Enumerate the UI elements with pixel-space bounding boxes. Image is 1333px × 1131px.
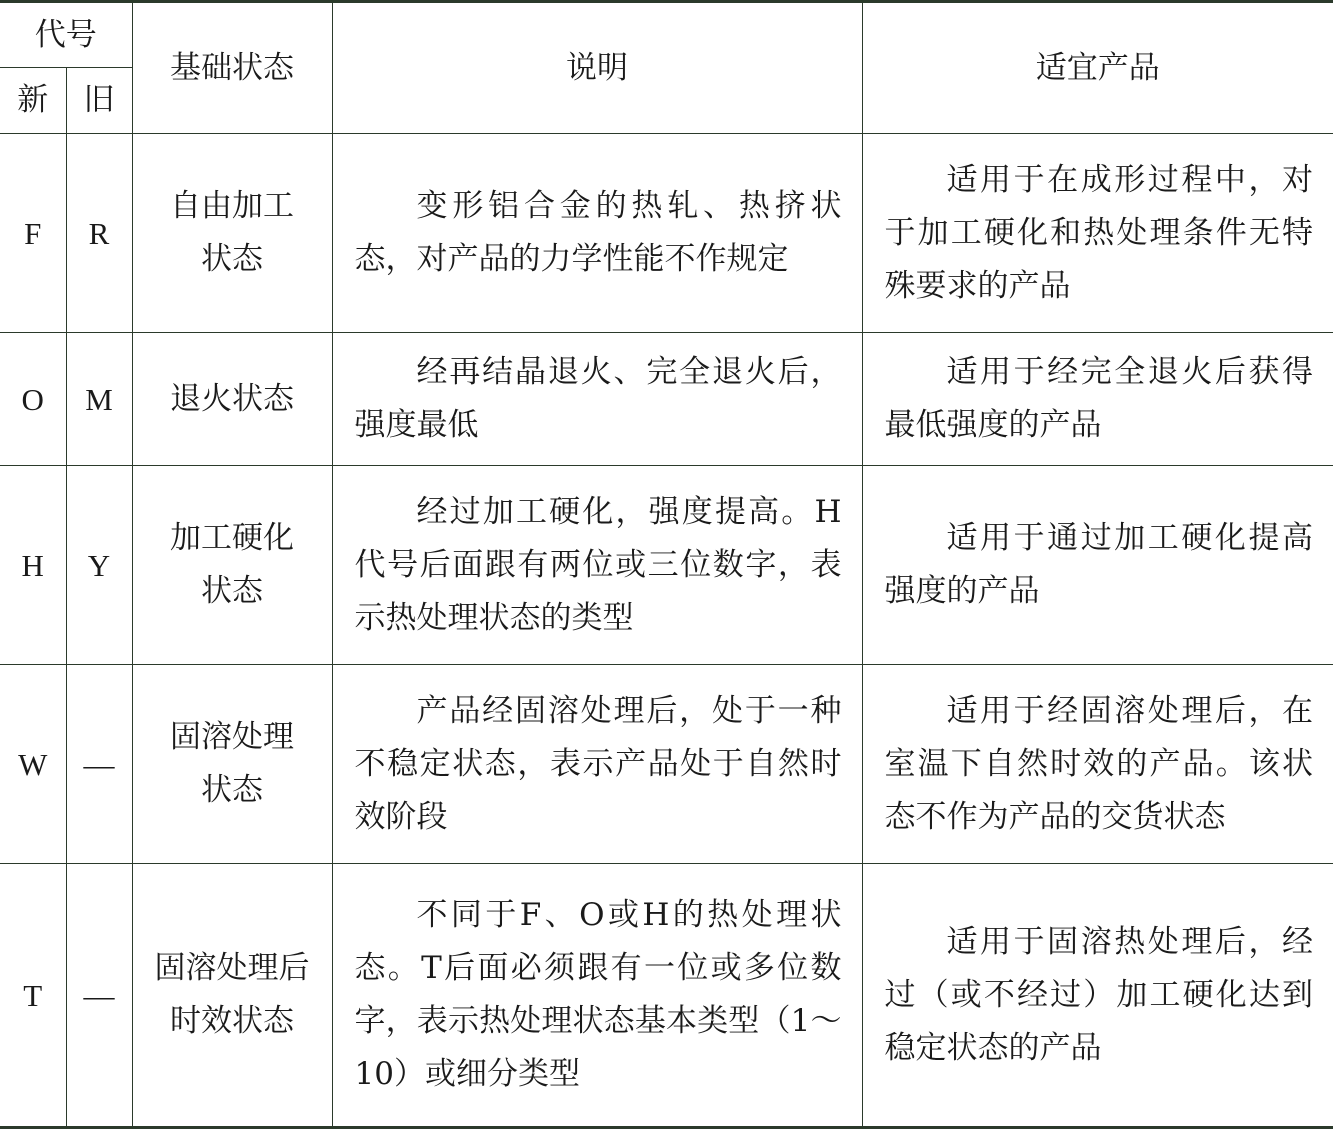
header-code-old: 旧 [66, 68, 132, 134]
products-cell [862, 864, 1333, 1128]
header-suitable-products: 适宜产品 [862, 2, 1333, 134]
new-code-cell: T [0, 864, 66, 1128]
table-row [0, 134, 1333, 333]
description-text: 变形铝合金的热轧、热挤状态，对产品的力学性能不作规定 [354, 188, 842, 277]
old-code-cell: — [66, 665, 132, 864]
description-text: 不同于F、O或H的热处理状态。T后面必须跟有一位或多位数字，表示热处理状态基本类型（1～10）或细分类型 [354, 897, 842, 1092]
products-cell [862, 665, 1333, 864]
products-text: 适用于固溶热处理后，经过（或不经过）加工硬化达到稳定状态的产品 [884, 923, 1313, 1066]
description-text: 经再结晶退火、完全退火后，强度最低 [354, 354, 842, 443]
old-code-cell: R [66, 134, 132, 333]
header-code-new: 新 [0, 68, 66, 134]
description-cell [332, 466, 862, 665]
header-basic-state: 基础状态 [132, 2, 332, 134]
old-code-cell: M [66, 333, 132, 466]
description-cell [332, 665, 862, 864]
new-code-cell: F [0, 134, 66, 333]
products-text: 适用于经完全退火后获得最低强度的产品 [884, 354, 1313, 443]
products-cell [862, 466, 1333, 665]
description-cell [332, 333, 862, 466]
products-text: 适用于经固溶处理后，在室温下自然时效的产品。该状态不作为产品的交货状态 [884, 692, 1313, 835]
basic-state-cell: 自由加工状态 [132, 134, 332, 333]
description-text: 产品经固溶处理后，处于一种不稳定状态，表示产品处于自然时效阶段 [354, 692, 842, 835]
basic-state-cell: 加工硬化状态 [132, 466, 332, 665]
old-code-cell: — [66, 864, 132, 1128]
new-code-cell: O [0, 333, 66, 466]
description-text: 经过加工硬化，强度提高。H代号后面跟有两位或三位数字，表示热处理状态的类型 [354, 493, 842, 636]
description-cell [332, 134, 862, 333]
products-cell [862, 333, 1333, 466]
table-row [0, 466, 1333, 665]
table-row [0, 864, 1333, 1128]
new-code-cell: W [0, 665, 66, 864]
header-description: 说明 [332, 2, 862, 134]
products-text: 适用于在成形过程中，对于加工硬化和热处理条件无特殊要求的产品 [884, 161, 1313, 304]
basic-state-cell: 固溶处理后时效状态 [132, 864, 332, 1128]
basic-state-cell: 固溶处理状态 [132, 665, 332, 864]
description-cell [332, 864, 862, 1128]
basic-state-cell: 退火状态 [132, 333, 332, 466]
old-code-cell: Y [66, 466, 132, 665]
products-cell [862, 134, 1333, 333]
new-code-cell: H [0, 466, 66, 665]
table-row [0, 665, 1333, 864]
table-row [0, 333, 1333, 466]
products-text: 适用于通过加工硬化提高强度的产品 [884, 520, 1313, 609]
header-code: 代号 [0, 2, 132, 68]
